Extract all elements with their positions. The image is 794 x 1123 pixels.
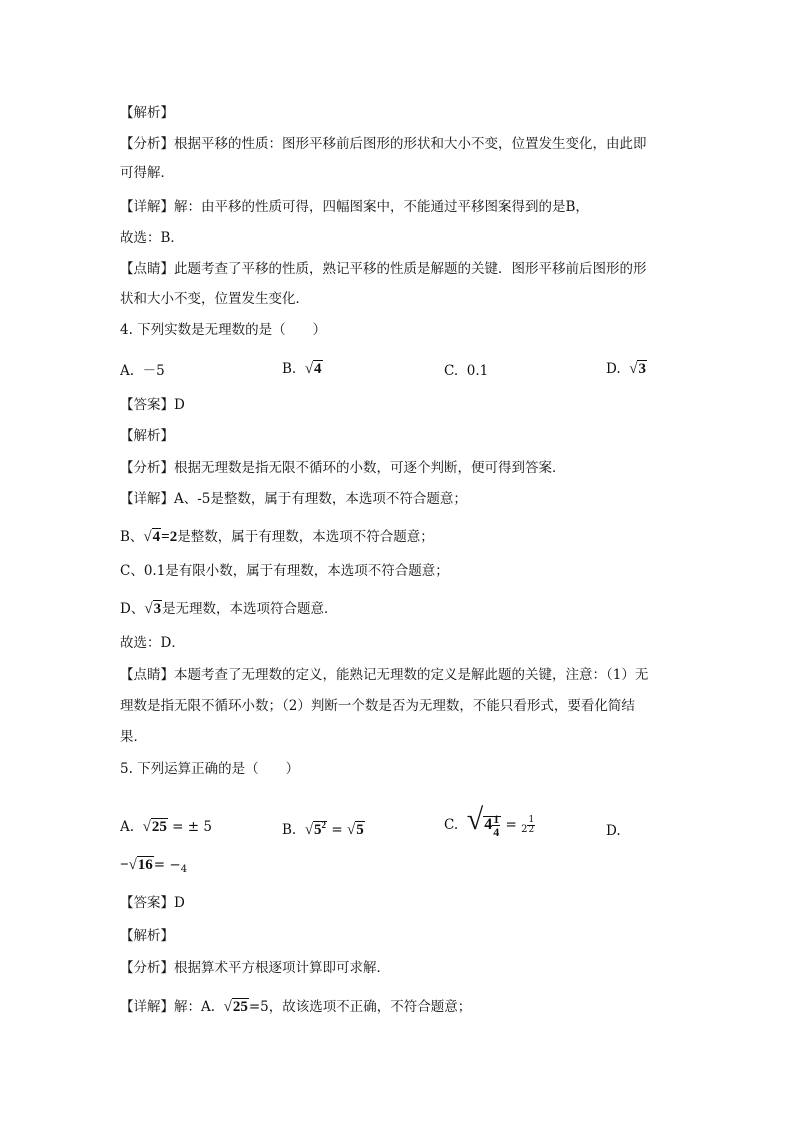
q5-option-c: C. √4 $\frac{1}{4}$ = $_2$ $\frac{1}{2}$ (444, 800, 535, 850)
q5-answer: 【答案】D (120, 895, 185, 911)
q4-analysis: 【分析】根据无理数是指无限不循环的小数，可逐个判断，便可得到答案． (120, 460, 566, 476)
sqrt-expression: √4 $\frac{1}{4}$ (466, 803, 500, 840)
detail-line: 【详解】解：由平移的性质可得，四幅图案中，不能通过平移图案得到的是B， (120, 199, 589, 215)
sqrt-expression: √4 (304, 361, 322, 377)
q5-option-d-label: D. (606, 823, 621, 839)
q4-comment-2: 理数是指无限不循环小数；（2）判断一个数是否为无理数，不能只看形式，要看化简结 (120, 698, 635, 714)
sqrt-expression: √5 (346, 822, 364, 838)
q4-option-d: D. √3 (606, 361, 646, 377)
q4-option-c: C. 0.1 (444, 363, 489, 379)
question-5-stem: 5. 下列运算正确的是（ ） (120, 761, 300, 777)
sqrt-expression: √4 (143, 529, 161, 545)
comment-line-2: 状和大小不变，位置发生变化． (120, 291, 309, 307)
sqrt-expression: √25 (142, 819, 167, 835)
sqrt-expression: √16 (128, 857, 153, 873)
q5-option-d: $-√16= -_4$ (120, 857, 188, 875)
comment-line-1: 【点睛】此题考查了平移的性质，熟记平移的性质是解题的关键．图形平移前后图形的形 (120, 261, 647, 277)
q5-option-b: B. $√5^2 = √5$ (282, 816, 365, 839)
q4-comment-1: 【点睛】本题考查了无理数的定义，能熟记无理数的定义是解此题的关键，注意：（1）无 (120, 667, 649, 683)
question-4-stem: 4. 下列实数是无理数的是（ ） (120, 322, 327, 338)
q4-detail-c: C、0.1是有限小数，属于有理数，本选项不符合题意； (120, 563, 449, 579)
q4-detail-d: D、√3是无理数，本选项符合题意． (120, 601, 338, 617)
q4-comment-3: 果． (120, 729, 147, 745)
sqrt-expression: √3 (629, 361, 646, 377)
q5-detail-a: 【详解】解：A. √25=5，故该选项不正确，不符合题意； (120, 999, 472, 1015)
sqrt-expression: $√5^2$ (304, 820, 327, 838)
q4-detail-b: B、√4=2是整数，属于有理数，本选项不符合题意； (120, 529, 434, 545)
q4-jiexi: 【解析】 (120, 428, 174, 444)
q5-option-a: A. √25 = ± 5 (120, 819, 212, 835)
analysis-line-2: 可得解． (120, 165, 174, 181)
q4-detail-a: 【详解】A、-5是整数，属于有理数，本选项不符合题意； (120, 491, 467, 507)
q5-jiexi: 【解析】 (120, 928, 174, 944)
choice-line: 故选：B． (120, 230, 184, 246)
jiexi-heading: 【解析】 (120, 105, 174, 121)
q4-choice: 故选：D． (120, 635, 185, 651)
q4-option-a: A. －5 (120, 363, 165, 379)
q4-answer: 【答案】D (120, 397, 185, 413)
sqrt-expression: √3 (144, 601, 162, 617)
sqrt-expression: √25 (223, 999, 248, 1015)
q5-analysis: 【分析】根据算术平方根逐项计算即可求解． (120, 960, 390, 976)
analysis-line-1: 【分析】根据平移的性质：图形平移前后图形的形状和大小不变，位置发生变化，由此即 (120, 136, 647, 152)
q4-option-b: B. √4 (282, 361, 322, 377)
